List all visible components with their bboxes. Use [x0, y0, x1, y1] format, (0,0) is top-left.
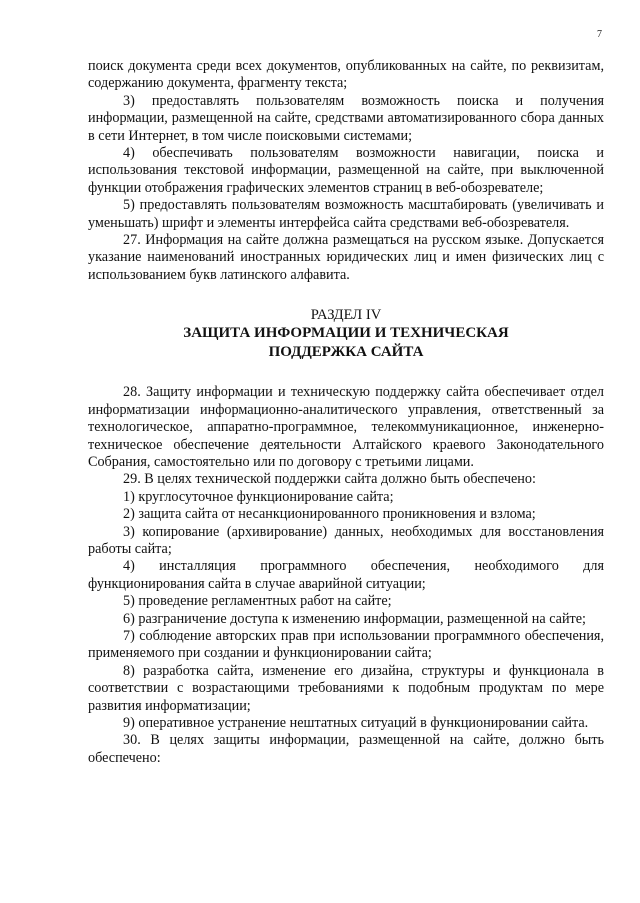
section-label: РАЗДЕЛ IV — [310, 307, 382, 324]
document-body — [88, 58, 604, 767]
section-heading — [88, 306, 604, 362]
list-item-3: 3) копирование (архивирование) данных, необходимых для восстановления работы сайта; — [88, 523, 604, 557]
paragraph-clause-30: 30. В целях защиты информации, размещенной на сайте, должно быть обеспечено: — [88, 732, 604, 766]
list-item-9: 9) оперативное устранение нештатных ситуаций в функционировании сайта. — [123, 715, 589, 731]
paragraph-search-continuation: поиск документа среди всех документов, опубликованных на сайте, по реквизитам, содержанию документа, фрагменту текста; — [88, 58, 604, 92]
list-item-4: 4) инсталляция программного обеспечения, необходимого для функционирования сайта в случае аварийной ситуации; — [88, 558, 604, 592]
paragraph-clause-29: 29. В целях технической поддержки сайта должно быть обеспечено: — [123, 471, 536, 488]
list-item-8: 8) разработка сайта, изменение его дизайна, структуры и функционала в соответствии с возрастающими требованиями к подобным продуктам по мере развития информатизации; — [88, 662, 604, 714]
list-item-6: 6) разграничение доступа к изменению информации, размещенной на сайте; — [123, 610, 586, 627]
list-item-2: 2) защита сайта от несанкционированного проникновения и взлома; — [123, 506, 536, 523]
section-title-line-2: ПОДДЕРЖКА САЙТА — [268, 344, 424, 361]
section-title-line-1: ЗАЩИТА ИНФОРМАЦИИ И ТЕХНИЧЕСКАЯ — [183, 325, 509, 342]
list-item-5: 5) проведение регламентных работ на сайте; — [123, 593, 392, 610]
list-item-7: 7) соблюдение авторских прав при использовании программного обеспечения, применяемого при создании и функционировании сайта; — [88, 627, 604, 662]
paragraph-item-5-scaling: 5) предоставлять пользователям возможность масштабировать (увеличивать и уменьшать) шрифт и элементы интерфейса сайта средствами веб-обозревателя. — [88, 197, 604, 231]
list-item-1: 1) круглосуточное функционирование сайта; — [123, 488, 394, 505]
paragraph-clause-27: 27. Информация на сайте должна размещаться на русском языке. Допускается указание наименований иностранных юридических лиц и имен физических лиц с использованием букв латинского алфавита. — [88, 232, 604, 283]
paragraph-clause-28: 28. Защиту информации и техническую поддержку сайта обеспечивает отдел информатизации информационно-аналитического управления, ответственный за технологическое, аппаратно-программное, телекоммуникационное, инженерно-техническое обеспечение деятельности Алтайского краевого Законодательного Собрания, самостоятельно или по договору с третьими лицами. — [88, 384, 604, 470]
paragraph-item-3-search-access: 3) предоставлять пользователям возможность поиска и получения информации, размещенной на сайте, средствами автоматизированного сбора данных в сети Интернет, в том числе поисковыми системами; — [88, 92, 604, 144]
paragraph-item-4-navigation: 4) обеспечивать пользователям возможности навигации, поиска и использования текстовой информации, размещенной на сайте, при выключенной функции отображения графических элементов страниц в веб-обозревателе; — [88, 145, 604, 196]
page-number: 7 — [597, 29, 602, 40]
